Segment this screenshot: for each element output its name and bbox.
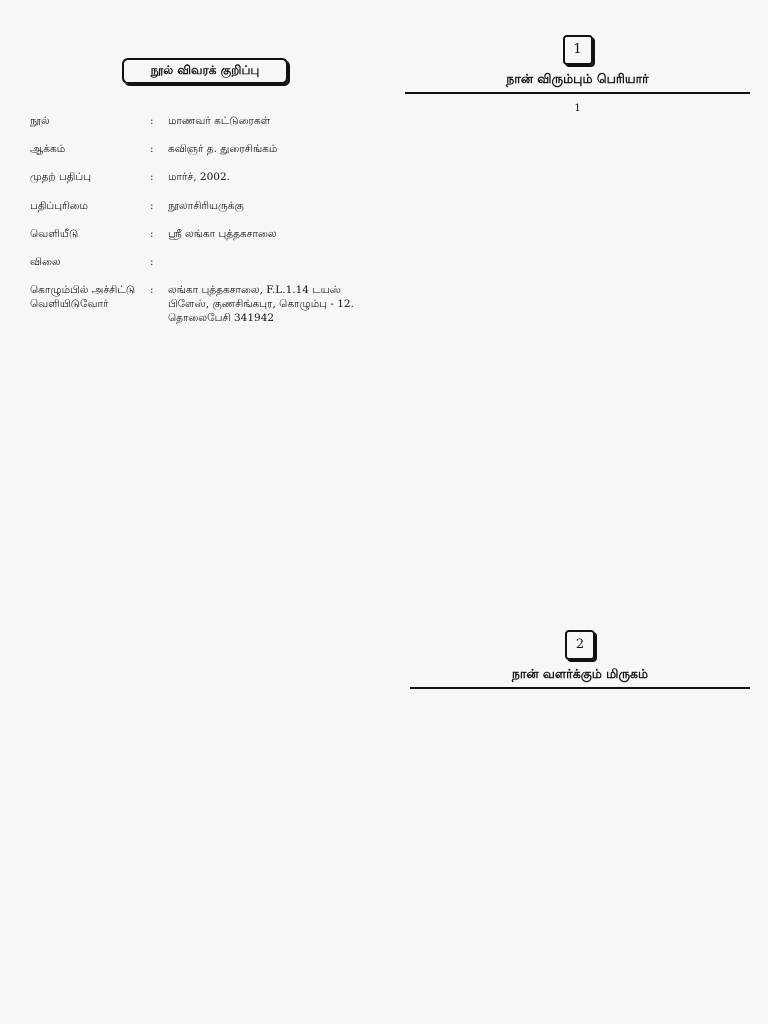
details-colon: :: [150, 199, 154, 212]
details-value: மாணவர் கட்டுரைகள்: [168, 115, 271, 127]
details-row: [30, 114, 380, 128]
page-number: 1: [574, 103, 581, 114]
details-value: ஸ்ரீ லங்கா புத்தகசாலை: [168, 227, 277, 240]
essay-2-title: நான் வளர்க்கும் மிருகம்: [410, 666, 750, 689]
details-list: [30, 114, 380, 326]
essay-2-page: [410, 630, 750, 1024]
details-value: மார்ச், 2002.: [168, 171, 230, 184]
essay-1-number: 1: [563, 35, 593, 65]
details-heading: நூல் விவரக் குறிப்பு: [122, 58, 288, 84]
details-key: விலை: [30, 255, 61, 268]
details-key: முதற் பதிப்பு: [30, 171, 92, 184]
details-colon: :: [150, 227, 154, 240]
details-colon: :: [150, 255, 154, 268]
details-key: வெளியீடு: [30, 227, 79, 240]
details-row: [30, 170, 380, 184]
details-row: [30, 255, 380, 269]
essay-1-page: [405, 35, 750, 570]
details-colon: :: [150, 115, 154, 127]
details-key: பதிப்புரிமை: [30, 199, 88, 212]
details-key: கொழும்பில் அச்சிட்டு வெளியிடுவோர்: [30, 284, 136, 311]
details-row: [30, 142, 380, 156]
details-value: லங்கா புத்தகசாலை, F.L.1.14 டயஸ் பிளேஸ், குணசிங்கபுர, கொழும்பு - 12. தொலைபேசி 341942: [168, 284, 354, 325]
publication-details-page: [30, 40, 380, 480]
essay-1-title: நான் விரும்பும் பெரியார்: [405, 71, 750, 94]
details-row: [30, 199, 380, 213]
details-row: [30, 227, 380, 241]
essay-2-number: 2: [565, 630, 595, 660]
details-value: கவிஞர் த. துரைசிங்கம்: [168, 143, 278, 156]
details-colon: :: [150, 171, 154, 184]
details-key: நூல்: [30, 115, 50, 127]
details-value: நூலாசிரியருக்கு: [168, 199, 244, 212]
details-colon: :: [150, 143, 154, 156]
details-row: [30, 283, 380, 326]
essay-1-continued-page: [65, 625, 395, 1024]
details-colon: :: [150, 284, 154, 297]
details-value: [168, 255, 380, 269]
details-key: ஆக்கம்: [30, 143, 66, 156]
